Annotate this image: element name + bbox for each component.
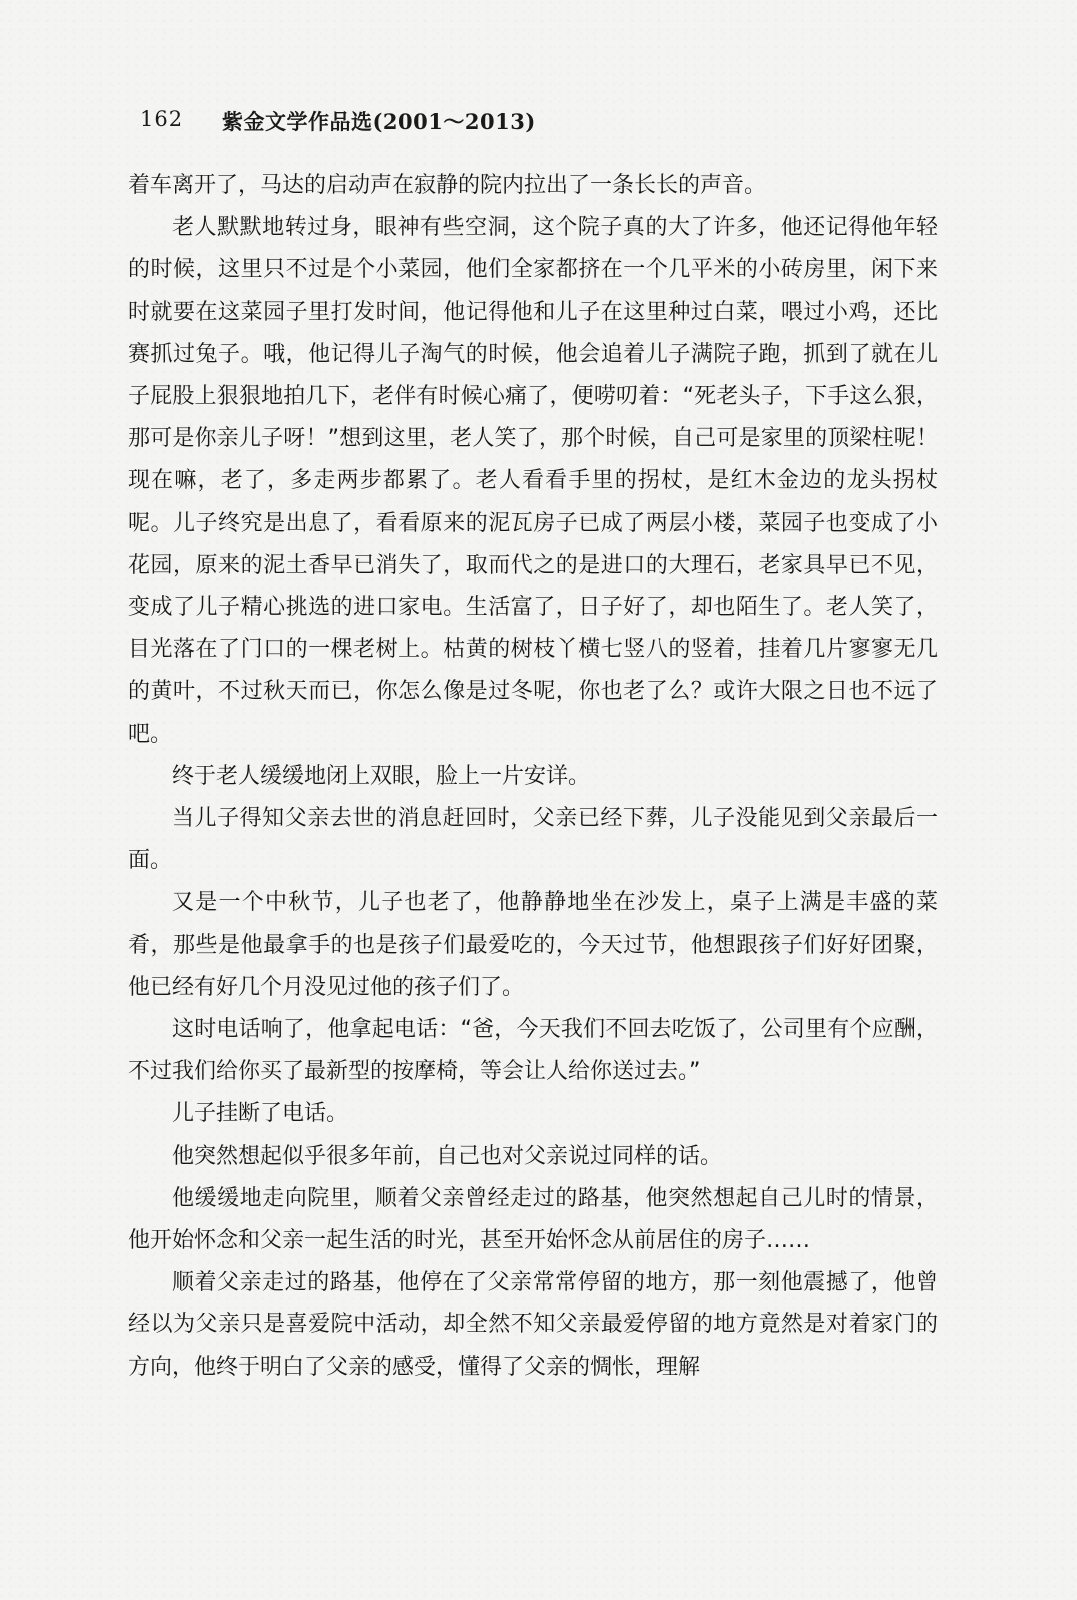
paragraph: 儿子挂断了电话。 [172, 1101, 349, 1127]
paragraph: 他缓缓地走向院里，顺着父亲曾经走过的路基，他突然想起自己儿时的情景，他开始怀念和父亲一起生活的时光，甚至开始怀念从前居住的房子…… [128, 1185, 938, 1254]
paragraph: 这时电话响了，他拿起电话：“爸，今天我们不回去吃饭了，公司里有个应酬，不过我们给你买了最新型的按摩椅，等会让人给你送过去。” [128, 1017, 938, 1085]
body-text [128, 165, 938, 1389]
paragraph: 老人默默地转过身，眼神有些空洞，这个院子真的大了许多，他还记得他年轻的时候，这里只不过是个小菜园，他们全家都挤在一个几平米的小砖房里，闲下来时就要在这菜园子里打发时间，他记得他和儿子在这里种过白菜，喂过小鸡，还比赛抓过兔子。哦，他记得儿子淘气的时候，他会追着儿子满院子跑，抓到了就在儿子屁股上狠狠地拍几下，老伴有时候心痛了，便唠叨着：“死老头子，下手这么狠，那可是你亲儿子呀！”想到这里，老人笑了，那个时候，自己可是家里的顶梁柱呢！现在嘛，老了，多走两步都累了。老人看看手里的拐杖，是红木金边的龙头拐杖呢。儿子终究是出息了，看看原来的泥瓦房子已成了两层小楼，菜园子也变成了小花园，原来的泥土香早已消失了，取而代之的是进口的大理石，老家具早已不见，变成了儿子精心挑选的进口家电。生活富了，日子好了，却也陌生了。老人笑了，目光落在了门口的一棵老树上。枯黄的树枝丫横七竖八的竖着，挂着几片寥寥无几的黄叶，不过秋天而已，你怎么像是过冬呢，你也老了么？或许大限之日也不远了吧。 [128, 215, 938, 747]
page-header [140, 107, 960, 141]
paragraph: 终于老人缓缓地闭上双眼，脸上一片安详。 [172, 763, 591, 789]
paragraph: 又是一个中秋节，儿子也老了，他静静地坐在沙发上，桌子上满是丰盛的菜肴，那些是他最拿手的也是孩子们最爱吃的，今天过节，他想跟孩子们好好团聚，他已经有好几个月没见过他的孩子们了。 [128, 890, 938, 1000]
paragraph: 着车离开了，马达的启动声在寂静的院内拉出了一条长长的声音。 [128, 173, 767, 198]
paragraph: 他突然想起似乎很多年前，自己也对父亲说过同样的话。 [172, 1143, 723, 1169]
paragraph: 顺着父亲走过的路基，他停在了父亲常常停留的地方，那一刻他震撼了，他曾经以为父亲只是喜爱院中活动，却全然不知父亲最爱停留的地方竟然是对着家门的方向，他终于明白了父亲的感受，懂得了父亲的惆怅，理解 [128, 1270, 938, 1380]
page-number: 162 [140, 107, 184, 131]
paragraph: 当儿子得知父亲去世的消息赶回时，父亲已经下葬，儿子没能见到父亲最后一面。 [128, 806, 938, 874]
running-title: 紫金文学作品选(2001～2013) [222, 109, 536, 134]
